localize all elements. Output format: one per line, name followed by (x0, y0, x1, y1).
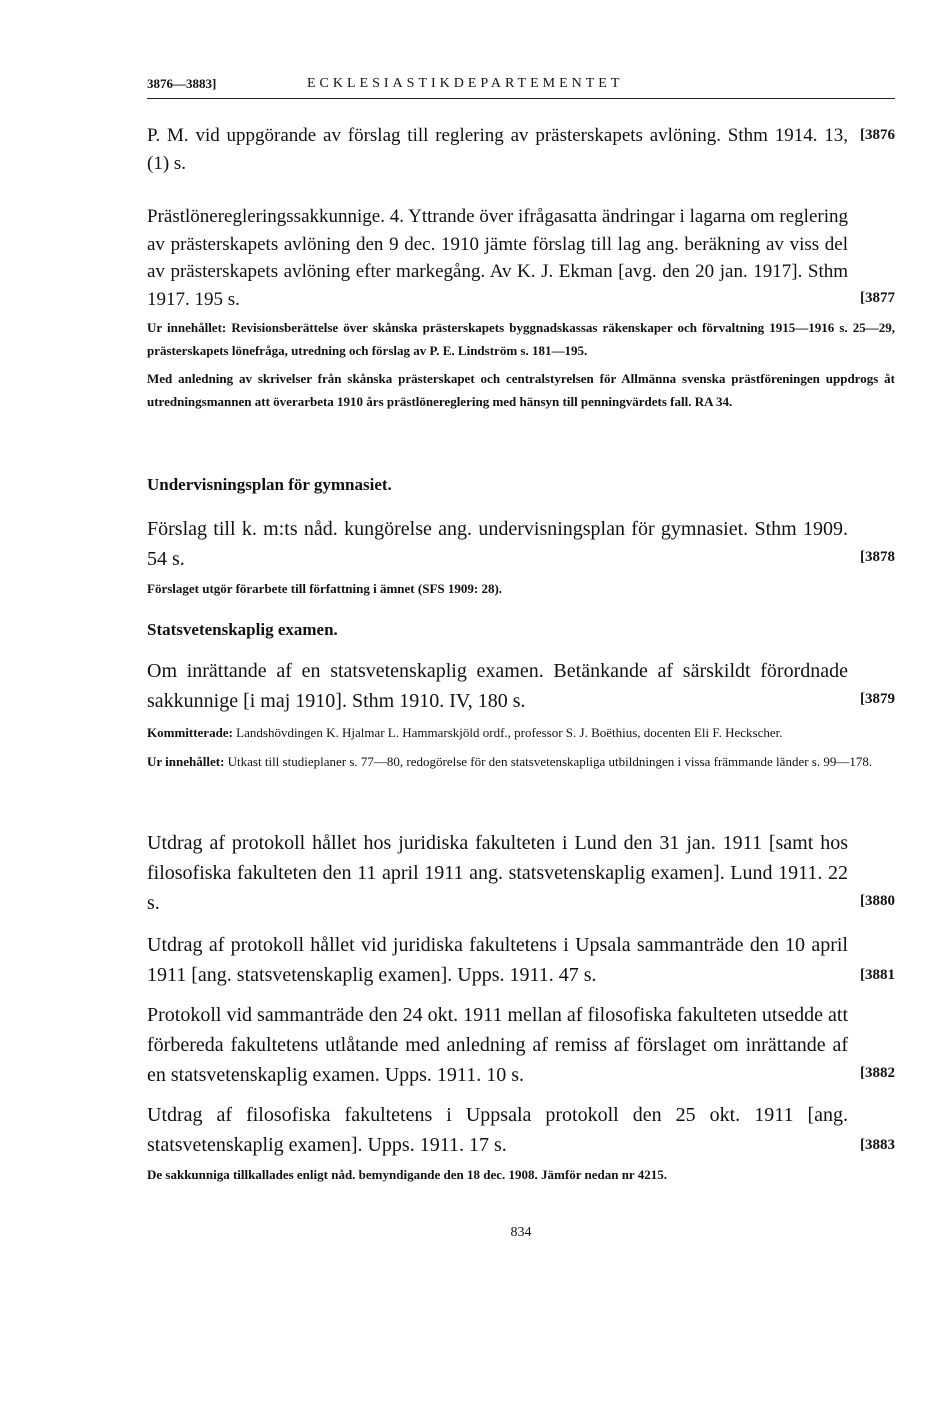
entry-text: Prästlöneregleringssakkunnige. 4. Yttrande över ifrågasatta ändringar i lagarna om reglering av prästerskapets avlöning den 9 dec. 1910 jämte förslag till lag ang. beräkning av viss del av prästerskapets avlöning efter markegång. Av K. J. Ekman [avg. den 20 jan. 1917]. Sthm 1917. 195 s. (147, 206, 848, 310)
entry-ref: [3879 (860, 691, 895, 707)
page-number: 834 (510, 1225, 532, 1240)
entry-text: P. M. vid uppgörande av förslag till reglering av prästerskapets avlöning. Sthm 1914. 13, (1) s. (147, 125, 848, 174)
section-heading: Statsvetenskaplig examen. (147, 620, 338, 639)
entry-3879 (147, 656, 895, 773)
entry-note: Ur innehållet: Utkast till studieplaner s. 77—80, redogörelse för den statsvetenskapliga utbildningen i vissa främmande länder s. 99—178. (147, 753, 873, 769)
entry-3881 (147, 930, 895, 990)
entry-ref: [3876 (860, 127, 895, 143)
entry-text: Utdrag af filosofiska fakultetens i Uppsala protokoll den 25 okt. 1911 [ang. statsvetenskaplig examen]. Upps. 1911. 17 s. (147, 1104, 848, 1156)
entry-note: Ur innehållet: Revisionsberättelse över skånska prästerskapets byggnadskassas räkenskaper och förvaltning 1915—1916 s. 25—29, prästerskapets lönefråga, utredning och förslag av P. E. Lindström s. 181—195. (147, 320, 895, 358)
entry-note: Kommitterade: Landshövdingen K. Hjalmar L. Hammarskjöld ordf., professor S. J. Boëthius, docenten Eli F. Heckscher. (147, 725, 783, 740)
entry-ref: [3881 (860, 967, 895, 983)
department-title: ECKLESIASTIKDEPARTEMENTET (307, 76, 624, 91)
entry-3883 (147, 1100, 895, 1187)
entry-text: Om inrättande af en statsvetenskaplig examen. Betänkande af särskildt förordnade sakkunnige [i maj 1910]. Sthm 1910. IV, 180 s. (147, 660, 848, 712)
entry-text: Förslag till k. m:ts nåd. kungörelse ang. undervisningsplan för gymnasiet. Sthm 1909. 54 s. (147, 518, 848, 570)
entry-ref: [3878 (860, 549, 895, 565)
entry-text: Utdrag af protokoll hållet vid juridiska fakultetens i Upsala sammanträde den 10 april 1911 [ang. statsvetenskaplig examen]. Upps. 1911. 47 s. (147, 934, 848, 986)
entry-3882 (147, 1000, 895, 1090)
entry-text: Protokoll vid sammanträde den 24 okt. 1911 mellan af filosofiska fakulteten utsedde att förbereda fakultetens utlåtande med anledning af remiss af förslaget om inrättande af en statsvetenskaplig examen. Upps. 1911. 10 s. (147, 1004, 848, 1086)
entry-3880 (147, 828, 895, 918)
running-head (147, 74, 895, 99)
entry-3876 (147, 122, 895, 177)
section-heading: Undervisningsplan för gymnasiet. (147, 475, 392, 494)
entry-3878 (147, 514, 895, 601)
entry-note: Med anledning av skrivelser från skånska prästerskapet och centralstyrelsen för Allmänna svenska prästföreningen uppdrogs åt utredningsmannen att överarbeta 1910 års prästlönereglering med hänsyn till penningvärdets fall. RA 34. (147, 371, 895, 409)
entry-ref: [3882 (860, 1065, 895, 1081)
entry-ref: [3877 (860, 290, 895, 306)
entry-ref: [3880 (860, 893, 895, 909)
entry-3877 (147, 203, 895, 413)
entry-text: Utdrag af protokoll hållet hos juridiska fakulteten i Lund den 31 jan. 1911 [samt hos filosofiska fakulteten den 11 april 1911 ang. statsvetenskaplig examen]. Lund 1911. 22 s. (147, 832, 848, 914)
entry-note: Förslaget utgör förarbete till författning i ämnet (SFS 1909: 28). (147, 581, 503, 596)
entry-note: De sakkunniga tillkallades enligt nåd. bemyndigande den 18 dec. 1908. Jämför nedan nr 4215. (147, 1167, 667, 1182)
entry-ref: [3883 (860, 1137, 895, 1153)
entry-range: 3876—3883] (147, 76, 217, 91)
